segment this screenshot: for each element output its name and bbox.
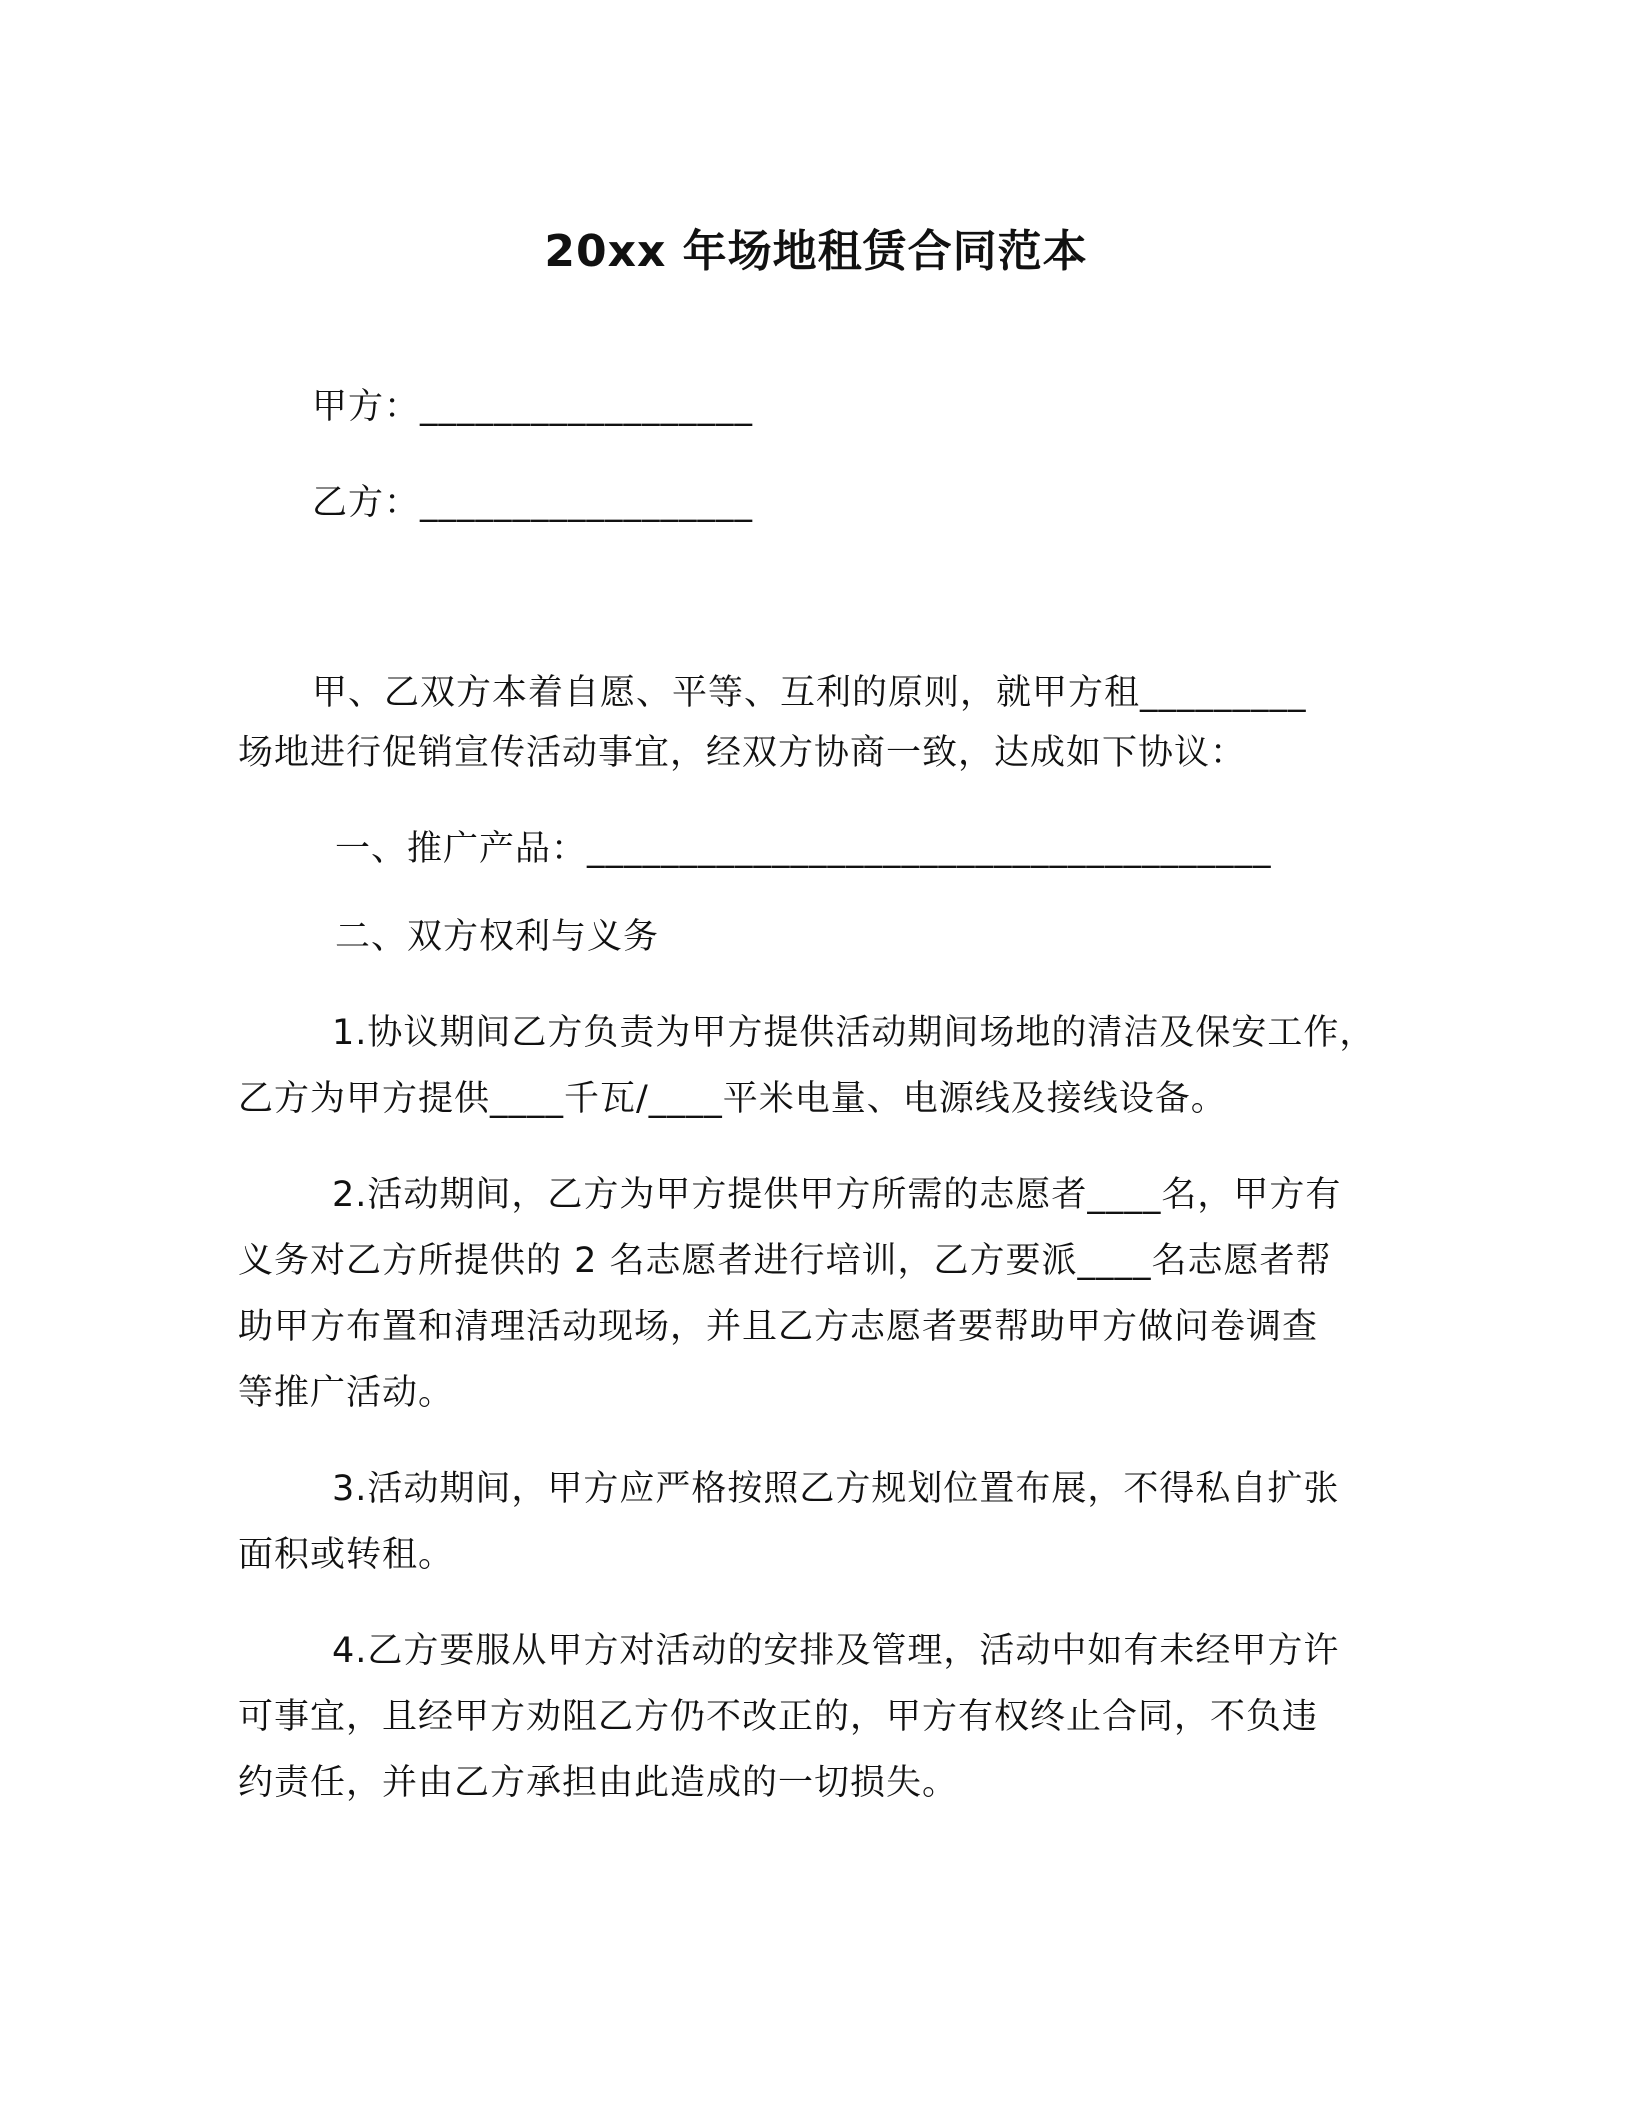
party-a-line: 甲方：__________________ <box>312 387 754 427</box>
clause-3-line-1: 3.活动期间，甲方应严格按照乙方规划位置布展，不得私自扩张 <box>332 1469 1340 1509</box>
clause-1-line-1: 1.协议期间乙方负责为甲方提供活动期间场地的清洁及保安工作， <box>332 1013 1376 1053</box>
preamble-line-1: 甲、乙双方本着自愿、平等、互利的原则，就甲方租_________ <box>312 673 1307 713</box>
clause-4-line-1: 4.乙方要服从甲方对活动的安排及管理，活动中如有未经甲方许 <box>332 1631 1340 1671</box>
clause-3-line-2: 面积或转租。 <box>238 1535 455 1575</box>
clause-2-line-2: 义务对乙方所提供的 2 名志愿者进行培训，乙方要派____名志愿者帮 <box>238 1241 1332 1281</box>
document-title: 20xx 年场地租赁合同范本 <box>544 226 1088 277</box>
party-b-line: 乙方：__________________ <box>312 483 754 523</box>
clause-4-line-3: 约责任，并由乙方承担由此造成的一切损失。 <box>238 1763 959 1803</box>
promoted-product-line: 一、推广产品：_____________________________________ <box>335 829 1272 869</box>
rights-heading: 二、双方权利与义务 <box>335 917 660 957</box>
clause-2-line-1: 2.活动期间，乙方为甲方提供甲方所需的志愿者____名，甲方有 <box>332 1175 1342 1215</box>
preamble-line-2: 场地进行促销宣传活动事宜，经双方协商一致，达成如下协议： <box>238 733 1247 773</box>
clause-1-line-2: 乙方为甲方提供____千瓦/____平米电量、电源线及接线设备。 <box>238 1079 1227 1119</box>
clause-4-line-2: 可事宜，且经甲方劝阻乙方仍不改正的，甲方有权终止合同，不负违 <box>238 1697 1319 1737</box>
clause-2-line-4: 等推广活动。 <box>238 1373 455 1413</box>
clause-2-line-3: 助甲方布置和清理活动现场，并且乙方志愿者要帮助甲方做问卷调查 <box>238 1307 1319 1347</box>
